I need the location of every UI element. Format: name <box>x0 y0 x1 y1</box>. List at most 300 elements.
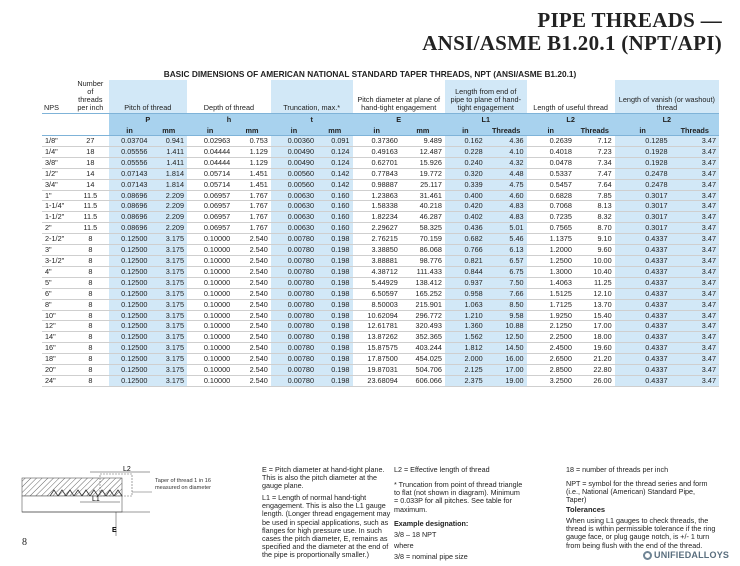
table-cell: 7.50 <box>486 277 527 288</box>
unit-in: in <box>187 125 233 136</box>
table-cell: 0.10000 <box>187 365 233 376</box>
table-cell: 0.04444 <box>187 157 233 168</box>
table-cell: 1.4063 <box>527 277 575 288</box>
table-cell: 2.540 <box>233 266 271 277</box>
table-cell: 0.77843 <box>353 168 401 179</box>
table-cell: 0.4337 <box>615 365 671 376</box>
symbol-t: t <box>271 114 353 126</box>
table-cell: 320.493 <box>401 321 445 332</box>
table-cell: 0.4337 <box>615 299 671 310</box>
table-cell: 10.88 <box>486 321 527 332</box>
table-cell: 606.066 <box>401 375 445 386</box>
table-cell: 0.339 <box>445 179 486 190</box>
table-cell: 0.3017 <box>615 190 671 201</box>
table-cell: 0.198 <box>317 245 352 256</box>
table-cell: 12.10 <box>575 288 615 299</box>
table-cell: 0.10000 <box>187 310 233 321</box>
table-cell: 3.2500 <box>527 375 575 386</box>
table-cell: 504.706 <box>401 365 445 376</box>
table-cell: 18.00 <box>575 332 615 343</box>
table-cell: 17.00 <box>486 365 527 376</box>
table-cell: 0.198 <box>317 354 352 365</box>
table-cell: 2.540 <box>233 343 271 354</box>
table-cell: 0.162 <box>445 136 486 147</box>
table-cell: 0.124 <box>317 146 352 157</box>
table-cell: 8 <box>72 375 109 386</box>
table-cell: 1.1375 <box>527 234 575 245</box>
table-cell: 0.12500 <box>109 255 151 266</box>
table-cell: 0.00780 <box>271 310 317 321</box>
table-cell: 3.175 <box>151 255 188 266</box>
table-cell: 0.766 <box>445 245 486 256</box>
table-cell: 20" <box>42 365 72 376</box>
table-cell: 0.37360 <box>353 136 401 147</box>
table-cell: 3.47 <box>671 299 719 310</box>
unit-mm: mm <box>233 125 271 136</box>
table-cell: 403.244 <box>401 343 445 354</box>
table-cell: 0.07143 <box>109 168 151 179</box>
table-cell: 0.3017 <box>615 223 671 234</box>
table-cell: 2.540 <box>233 245 271 256</box>
table-cell: 0.958 <box>445 288 486 299</box>
note-npt: NPT = symbol for the thread series and form (i.e., National (American) Standard Pipe, Taper) <box>566 479 708 505</box>
table-cell: 0.00560 <box>271 179 317 190</box>
col-header-pitch: Pitch of thread <box>109 80 187 114</box>
table-cell: 10" <box>42 310 72 321</box>
symbol-h: h <box>187 114 271 126</box>
col-header-l2: Length of useful thread <box>533 103 608 112</box>
table-cell: 27 <box>72 136 109 147</box>
table-cell: 0.05556 <box>109 157 151 168</box>
unit-in: in <box>271 125 317 136</box>
table-cell: 3.47 <box>671 375 719 386</box>
table-cell: 0.00360 <box>271 136 317 147</box>
unit-threads: Threads <box>575 125 615 136</box>
table-row <box>42 190 719 201</box>
table-cell: 0.00630 <box>271 190 317 201</box>
table-cell: 12.61781 <box>353 321 401 332</box>
table-cell: 31.461 <box>401 190 445 201</box>
table-cell: 0.00490 <box>271 146 317 157</box>
table-cell: 3-1/2" <box>42 255 72 266</box>
table-cell: 3.175 <box>151 266 188 277</box>
table-cell: 6" <box>42 288 72 299</box>
table-cell: 8 <box>72 310 109 321</box>
table-cell: 3.47 <box>671 365 719 376</box>
table-cell: 0.198 <box>317 299 352 310</box>
table-cell: 4.75 <box>486 179 527 190</box>
table-cell: 0.0478 <box>527 157 575 168</box>
table-cell: 0.12500 <box>109 277 151 288</box>
table-cell: 2.6500 <box>527 354 575 365</box>
table-cell: 0.198 <box>317 288 352 299</box>
table-cell: 165.252 <box>401 288 445 299</box>
table-cell: 1.812 <box>445 343 486 354</box>
table-cell: 111.433 <box>401 266 445 277</box>
table-cell: 1.210 <box>445 310 486 321</box>
table-cell: 0.142 <box>317 168 352 179</box>
table-cell: 3.47 <box>671 255 719 266</box>
table-cell: 0.00780 <box>271 266 317 277</box>
table-cell: 1.23863 <box>353 190 401 201</box>
page-title-line2: ANSI/ASME B1.20.1 (NPT/API) <box>422 31 722 55</box>
table-cell: 40.218 <box>401 201 445 212</box>
table-cell: 0.198 <box>317 277 352 288</box>
unit-in: in <box>527 125 575 136</box>
table-cell: 10.40 <box>575 266 615 277</box>
table-cell: 8.50003 <box>353 299 401 310</box>
table-row <box>42 277 719 288</box>
table-cell: 17.87500 <box>353 354 401 365</box>
table-cell: 0.5337 <box>527 168 575 179</box>
table-cell: 0.6828 <box>527 190 575 201</box>
table-cell: 1.82234 <box>353 212 401 223</box>
table-cell: 15.87575 <box>353 343 401 354</box>
table-cell: 9.58 <box>486 310 527 321</box>
table-row <box>42 354 719 365</box>
table-cell: 8.70 <box>575 223 615 234</box>
col-header-nps: NPS <box>44 103 60 112</box>
table-cell: 0.00630 <box>271 212 317 223</box>
table-cell: 0.160 <box>317 201 352 212</box>
table-cell: 0.10000 <box>187 234 233 245</box>
page-number: 8 <box>22 537 27 548</box>
example-title: Example designation: <box>394 519 469 528</box>
table-cell: 352.365 <box>401 332 445 343</box>
table-cell: 1.129 <box>233 146 271 157</box>
table-cell: 0.4337 <box>615 245 671 256</box>
table-cell: 1.58338 <box>353 201 401 212</box>
table-cell: 4.36 <box>486 136 527 147</box>
table-cell: 58.325 <box>401 223 445 234</box>
table-cell: 0.844 <box>445 266 486 277</box>
thread-diagram <box>20 466 235 546</box>
table-cell: 3.38850 <box>353 245 401 256</box>
table-cell: 2.540 <box>233 255 271 266</box>
table-cell: 0.00780 <box>271 299 317 310</box>
table-cell: 3.47 <box>671 288 719 299</box>
table-cell: 18 <box>72 157 109 168</box>
table-cell: 3/4" <box>42 179 72 190</box>
table-cell: 6.75 <box>486 266 527 277</box>
table-row <box>42 299 719 310</box>
table-cell: 8 <box>72 255 109 266</box>
table-cell: 0.08696 <box>109 212 151 223</box>
table-cell: 15.926 <box>401 157 445 168</box>
table-cell: 3.175 <box>151 288 188 299</box>
table-cell: 0.12500 <box>109 288 151 299</box>
table-cell: 0.12500 <box>109 365 151 376</box>
col-header-truncation: Truncation, max.* <box>271 80 353 114</box>
table-cell: 8 <box>72 299 109 310</box>
col-header-pitch-diameter: Pitch diameter at plane of hand-tight engagement <box>357 95 441 112</box>
table-cell: 8 <box>72 354 109 365</box>
table-cell: 0.320 <box>445 168 486 179</box>
table-cell: 2.540 <box>233 288 271 299</box>
table-cell: 0.402 <box>445 212 486 223</box>
table-cell: 1.5125 <box>527 288 575 299</box>
table-cell: 0.00780 <box>271 245 317 256</box>
table-cell: 8 <box>72 321 109 332</box>
table-cell: 0.05556 <box>109 146 151 157</box>
table-cell: 1.411 <box>151 157 188 168</box>
table-cell: 0.4337 <box>615 321 671 332</box>
table-cell: 0.4337 <box>615 332 671 343</box>
table-cell: 0.06957 <box>187 223 233 234</box>
table-cell: 2.2500 <box>527 332 575 343</box>
table-cell: 0.12500 <box>109 266 151 277</box>
table-cell: 1.767 <box>233 201 271 212</box>
table-cell: 70.159 <box>401 234 445 245</box>
table-cell: 1/4" <box>42 146 72 157</box>
table-cell: 0.4337 <box>615 234 671 245</box>
table-cell: 2.4500 <box>527 343 575 354</box>
table-cell: 0.682 <box>445 234 486 245</box>
table-cell: 14.50 <box>486 343 527 354</box>
table-cell: 1.767 <box>233 223 271 234</box>
table-cell: 8 <box>72 245 109 256</box>
table-cell: 8 <box>72 343 109 354</box>
table-cell: 7.85 <box>575 190 615 201</box>
table-cell: 0.00780 <box>271 234 317 245</box>
table-cell: 2.125 <box>445 365 486 376</box>
unit-in: in <box>109 125 151 136</box>
table-cell: 12" <box>42 321 72 332</box>
table-cell: 7.23 <box>575 146 615 157</box>
table-cell: 0.4337 <box>615 266 671 277</box>
table-cell: 3.175 <box>151 365 188 376</box>
table-cell: 1.2500 <box>527 255 575 266</box>
table-cell: 3.47 <box>671 343 719 354</box>
table-cell: 2-1/2" <box>42 234 72 245</box>
logo-ring-icon <box>643 551 652 560</box>
symbol-e: E <box>353 114 445 126</box>
table-cell: 0.10000 <box>187 245 233 256</box>
table-cell: 2.540 <box>233 310 271 321</box>
table-row <box>42 168 719 179</box>
diagram-taper-label: Taper of thread 1 in 16 measured on diameter <box>155 478 211 491</box>
table-cell: 0.03704 <box>109 136 151 147</box>
table-cell: 11.5 <box>72 223 109 234</box>
table-cell: 3.175 <box>151 332 188 343</box>
col-header-threads: Number of threads per inch <box>77 80 104 112</box>
table-cell: 17.00 <box>575 321 615 332</box>
table-cell: 7.12 <box>575 136 615 147</box>
table-cell: 2.540 <box>233 332 271 343</box>
table-cell: 0.4018 <box>527 146 575 157</box>
table-cell: 3.175 <box>151 310 188 321</box>
table-cell: 2.540 <box>233 375 271 386</box>
table-cell: 3.175 <box>151 354 188 365</box>
table-cell: 3.47 <box>671 136 719 147</box>
table-cell: 0.10000 <box>187 343 233 354</box>
table-row <box>42 266 719 277</box>
table-cell: 1.814 <box>151 179 188 190</box>
table-cell: 1/8" <box>42 136 72 147</box>
table-cell: 1.3000 <box>527 266 575 277</box>
table-cell: 0.12500 <box>109 343 151 354</box>
table-cell: 0.12500 <box>109 245 151 256</box>
col-header-l1: Length from end of pipe to plane of hand-tight engagement <box>445 80 527 114</box>
table-cell: 10.62094 <box>353 310 401 321</box>
table-cell: 0.1928 <box>615 157 671 168</box>
col-header-vanish: Length of vanish (or washout) thread <box>615 80 719 114</box>
table-cell: 3.175 <box>151 343 188 354</box>
tolerances-text: When using L1 gauges to check threads, the thread is within permissible tolerance if the ring gauge face, or plug gauge notch, is +/- 1 turn from being flush with the end of the thread. <box>566 516 716 550</box>
unified-alloys-logo: UNIFIEDALLOYS <box>643 550 729 560</box>
table-cell: 0.4337 <box>615 255 671 266</box>
table-cell: 11.5 <box>72 201 109 212</box>
table-cell: 13.70 <box>575 299 615 310</box>
table-cell: 24" <box>42 375 72 386</box>
table-cell: 0.00630 <box>271 223 317 234</box>
table-cell: 3.47 <box>671 168 719 179</box>
table-row <box>42 343 719 354</box>
table-cell: 0.142 <box>317 179 352 190</box>
table-cell: 0.10000 <box>187 288 233 299</box>
table-cell: 1.411 <box>151 146 188 157</box>
table-cell: 0.00780 <box>271 332 317 343</box>
table-cell: 0.198 <box>317 266 352 277</box>
table-cell: 5.46 <box>486 234 527 245</box>
table-cell: 8.50 <box>486 299 527 310</box>
symbol-l2-vanish: L2 <box>615 114 719 126</box>
table-row <box>42 234 719 245</box>
unit-in: in <box>445 125 486 136</box>
unit-threads: Threads <box>671 125 719 136</box>
table-cell: 0.00560 <box>271 168 317 179</box>
table-cell: 454.025 <box>401 354 445 365</box>
table-cell: 2.209 <box>151 190 188 201</box>
table-cell: 3.47 <box>671 310 719 321</box>
table-cell: 3.47 <box>671 245 719 256</box>
table-cell: 16.00 <box>486 354 527 365</box>
table-cell: 0.4337 <box>615 375 671 386</box>
table-cell: 1.451 <box>233 168 271 179</box>
table-cell: 0.124 <box>317 157 352 168</box>
note-l2: L2 = Effective length of thread <box>394 465 490 474</box>
table-cell: 0.62701 <box>353 157 401 168</box>
table-cell: 0.12500 <box>109 321 151 332</box>
table-cell: 0.198 <box>317 234 352 245</box>
table-cell: 2.540 <box>233 277 271 288</box>
table-cell: 0.00780 <box>271 255 317 266</box>
table-cell: 1.360 <box>445 321 486 332</box>
table-cell: 0.00780 <box>271 288 317 299</box>
table-cell: 0.2478 <box>615 179 671 190</box>
table-cell: 2.375 <box>445 375 486 386</box>
table-cell: 0.198 <box>317 255 352 266</box>
table-row <box>42 288 719 299</box>
note-threads: 18 = number of threads per inch <box>566 465 669 474</box>
table-cell: 0.5457 <box>527 179 575 190</box>
table-cell: 3.175 <box>151 321 188 332</box>
table-cell: 0.1285 <box>615 136 671 147</box>
table-cell: 0.00780 <box>271 277 317 288</box>
table-cell: 2.1250 <box>527 321 575 332</box>
tolerances-title: Tolerances <box>566 505 606 514</box>
table-cell: 0.06957 <box>187 212 233 223</box>
table-cell: 1.814 <box>151 168 188 179</box>
table-cell: 19.87031 <box>353 365 401 376</box>
table-cell: 0.00780 <box>271 375 317 386</box>
table-cell: 26.00 <box>575 375 615 386</box>
table-cell: 4.48 <box>486 168 527 179</box>
table-cell: 2.29627 <box>353 223 401 234</box>
table-cell: 3.47 <box>671 332 719 343</box>
table-cell: 0.10000 <box>187 332 233 343</box>
table-cell: 215.901 <box>401 299 445 310</box>
table-cell: 1/2" <box>42 168 72 179</box>
table-cell: 9.60 <box>575 245 615 256</box>
table-cell: 0.4337 <box>615 310 671 321</box>
table-cell: 46.287 <box>401 212 445 223</box>
table-cell: 138.412 <box>401 277 445 288</box>
table-cell: 0.4337 <box>615 288 671 299</box>
table-cell: 3.175 <box>151 375 188 386</box>
table-cell: 0.10000 <box>187 321 233 332</box>
table-cell: 5.01 <box>486 223 527 234</box>
table-cell: 0.06957 <box>187 201 233 212</box>
table-cell: 11.5 <box>72 190 109 201</box>
table-cell: 5" <box>42 277 72 288</box>
table-row <box>42 310 719 321</box>
table-cell: 8 <box>72 266 109 277</box>
table-cell: 3.175 <box>151 245 188 256</box>
table-cell: 3.47 <box>671 157 719 168</box>
table-cell: 3.47 <box>671 234 719 245</box>
table-cell: 23.68094 <box>353 375 401 386</box>
table-cell: 3.47 <box>671 321 719 332</box>
table-cell: 0.240 <box>445 157 486 168</box>
table-cell: 4.38712 <box>353 266 401 277</box>
table-cell: 1.451 <box>233 179 271 190</box>
table-cell: 5.44929 <box>353 277 401 288</box>
table-cell: 2.209 <box>151 201 188 212</box>
table-cell: 1.767 <box>233 190 271 201</box>
diagram-label-l1: L1 <box>92 496 100 503</box>
table-cell: 8.13 <box>575 201 615 212</box>
table-cell: 0.00780 <box>271 321 317 332</box>
table-cell: 6.13 <box>486 245 527 256</box>
note-e: E = Pitch diameter at hand-tight plane. This is also the pitch diameter at the gauge plane. <box>262 465 385 491</box>
table-cell: 0.05714 <box>187 168 233 179</box>
table-cell: 0.198 <box>317 310 352 321</box>
table-cell: 16" <box>42 343 72 354</box>
table-cell: 19.60 <box>575 343 615 354</box>
table-cell: 2.540 <box>233 365 271 376</box>
table-cell: 86.068 <box>401 245 445 256</box>
table-cell: 0.198 <box>317 365 352 376</box>
dimensions-table <box>42 80 719 387</box>
table-cell: 1-1/2" <box>42 212 72 223</box>
unit-mm: mm <box>151 125 188 136</box>
table-row <box>42 157 719 168</box>
unit-in: in <box>353 125 401 136</box>
table-cell: 0.821 <box>445 255 486 266</box>
table-row <box>42 136 719 147</box>
table-cell: 0.08696 <box>109 223 151 234</box>
table-cell: 3.47 <box>671 223 719 234</box>
unit-mm: mm <box>401 125 445 136</box>
table-cell: 2.540 <box>233 234 271 245</box>
table-cell: 0.08696 <box>109 201 151 212</box>
table-cell: 11.25 <box>575 277 615 288</box>
unit-in: in <box>615 125 671 136</box>
table-cell: 0.04444 <box>187 146 233 157</box>
table-row <box>42 375 719 386</box>
table-cell: 98.776 <box>401 255 445 266</box>
